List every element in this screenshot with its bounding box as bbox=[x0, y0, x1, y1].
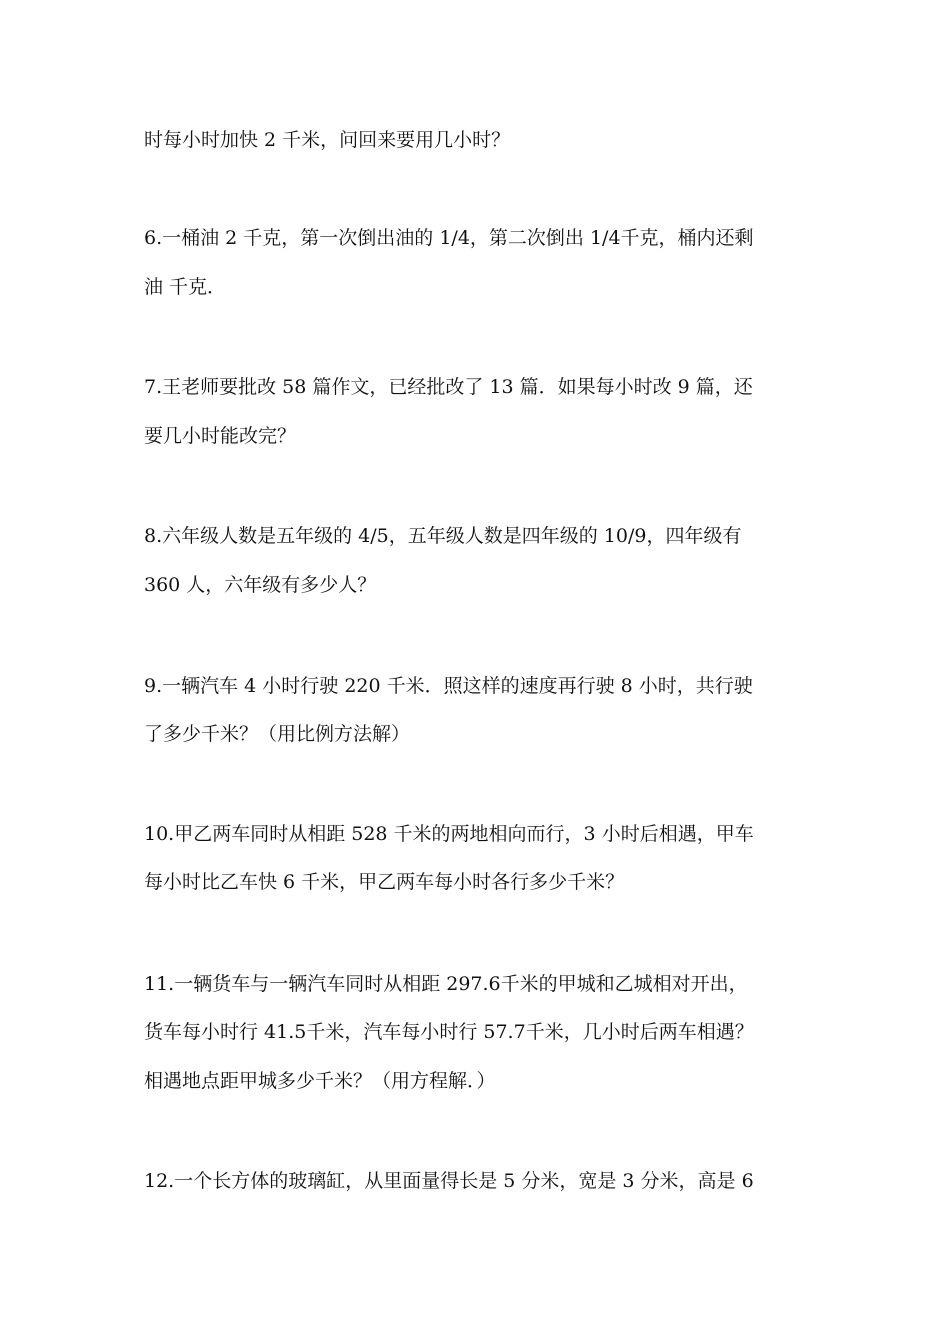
problem-7-line-1: 7.王老师要批改 58 篇作文，已经批改了 13 篇．如果每小时改 9 篇，还 bbox=[144, 376, 753, 398]
problem-11-line-3: 相遇地点距甲城多少千米？（用方程解．） bbox=[144, 1070, 496, 1092]
problem-9-line-2: 了多少千米？（用比例方法解） bbox=[144, 723, 411, 745]
problem-8-line-1: 8.六年级人数是五年级的 4/5，五年级人数是四年级的 10/9，四年级有 bbox=[144, 525, 742, 547]
problem-11-line-1: 11.一辆货车与一辆汽车同时从相距 297.6千米的甲城和乙城相对开出， bbox=[144, 973, 748, 995]
problem-5-line-1: 时每小时加快 2 千米，问回来要用几小时？ bbox=[144, 129, 511, 151]
problem-7-line-2: 要几小时能改完？ bbox=[144, 425, 297, 447]
problem-10-line-2: 每小时比乙车快 6 千米，甲乙两车每小时各行多少千米？ bbox=[144, 871, 625, 893]
problem-6-line-1: 6.一桶油 2 千克，第一次倒出油的 1/4，第二次倒出 1/4千克，桶内还剩 bbox=[144, 227, 754, 249]
problem-11-line-2: 货车每小时行 41.5千米，汽车每小时行 57.7千米，几小时后两车相遇？ bbox=[144, 1021, 754, 1043]
problem-6-line-2: 油 千克． bbox=[144, 276, 227, 298]
problem-8-line-2: 360 人，六年级有多少人？ bbox=[144, 574, 377, 596]
problem-10-line-1: 10.甲乙两车同时从相距 528 千米的两地相向而行，3 小时后相遇，甲车 bbox=[144, 823, 754, 845]
problem-12-line-1: 12.一个长方体的玻璃缸，从里面量得长是 5 分米，宽是 3 分米，高是 6 bbox=[144, 1170, 754, 1192]
problem-9-line-1: 9.一辆汽车 4 小时行驶 220 千米．照这样的速度再行驶 8 小时，共行驶 bbox=[144, 675, 753, 697]
